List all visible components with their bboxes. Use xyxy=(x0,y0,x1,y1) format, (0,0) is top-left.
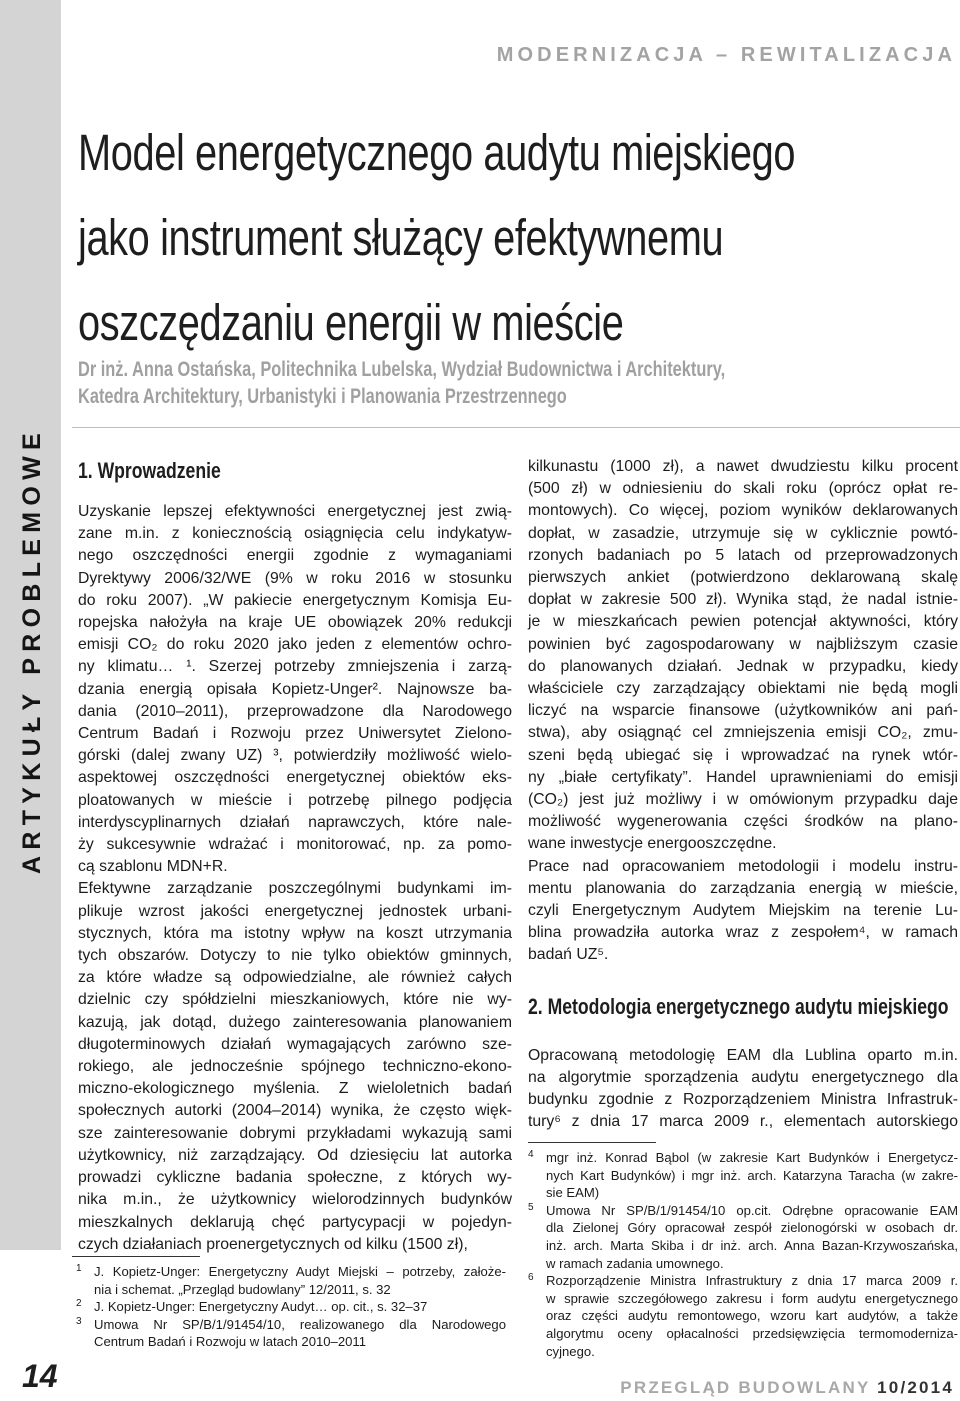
sidebar-label: ARTYKUŁY PROBLEMOWE xyxy=(18,426,46,874)
footnote-number: 1 xyxy=(76,1263,82,1274)
text-line: do planowanych działań. Jednak w przypadku, kiedy xyxy=(528,657,958,675)
section1-heading: 1. Wprowadzenie xyxy=(78,458,221,483)
text-line: do roku 2007). „W pakiecie energetycznym Komisja Eu- xyxy=(78,591,512,609)
text-line: ny klimatu… ¹. Szerzej potrzeby zmniejszenia i zarzą- xyxy=(78,658,512,676)
text-line: na algorytmie sporządzenia audytu energetycznego dla xyxy=(528,1068,958,1086)
header-divider xyxy=(72,427,960,428)
text-line: Dyrektywy 2006/32/WE (9% w roku 2016 w stosunku xyxy=(78,569,512,587)
text-line: społecznych autorki (2004–2014) wynika, że często więk- xyxy=(78,1102,512,1120)
footnote-line: dla Zielonej Góry opracował zespół zielonogórski w osobach dr. xyxy=(546,1220,958,1236)
author-line: Dr inż. Anna Ostańska, Politechnika Lubelska, Wydział Budownictwa i Architektury, xyxy=(78,358,726,381)
footnote-number: 3 xyxy=(76,1315,82,1327)
footnote-number: 6 xyxy=(528,1272,534,1284)
text-line: je w mieszkańcach pewien potencjał aktywności, który xyxy=(528,613,958,631)
text-line: szeni będą ubiegać się i wprowadzać na rynek wtór- xyxy=(528,746,958,764)
right-body-text-2 xyxy=(528,1045,958,1134)
text-line: wane inwestycje energooszczędne. xyxy=(528,835,777,853)
text-line: powinien być zagospodarowany w najbliższym czasie xyxy=(528,635,958,653)
text-line: kilkunastu (1000 zł), a nawet dwudziestu kilku procent xyxy=(528,458,958,475)
footnote-line: Centrum Badań i Rozwoju w latach 2010–2011 xyxy=(94,1334,366,1350)
footnote-number: 2 xyxy=(76,1298,82,1310)
text-line: (CO₂) jest już możliwy i w omówionym przypadku daje xyxy=(528,791,958,809)
text-line: budynku zgodnie z Rozporządzeniem Ministra Infrastruk- xyxy=(528,1091,958,1109)
text-line: nego oszczędności energii zgodnie z wymaganiami xyxy=(78,547,512,565)
footnotes-left xyxy=(76,1263,506,1351)
title-line: oszczędzaniu energii w mieście xyxy=(78,294,624,351)
left-column xyxy=(78,456,512,1256)
footnote-line: algorytmu oceny opłacalności przedsięwzięcia termomoderniza- xyxy=(546,1325,958,1341)
text-line: Prace nad opracowaniem metodologii i modelu instru- xyxy=(528,857,958,875)
text-line: rzonych badaniach po 5 latach od przeprowadzonych xyxy=(528,546,958,564)
footnote-item xyxy=(76,1298,506,1316)
footnote-line: Umowa Nr SP/B/1/91454/10, realizowanego dla Narodowego xyxy=(94,1316,506,1332)
footnote-line: w sprawie szczegółowego zakresu i form audytu energetycznego xyxy=(546,1290,958,1306)
footnote-line: sie EAM) xyxy=(546,1185,600,1201)
text-line: stycznych, która ma istotny wpływ na koszt utrzymania xyxy=(78,924,512,942)
author-affiliation xyxy=(78,356,952,410)
journal-name: PRZEGLĄD BUDOWLANY xyxy=(620,1378,871,1397)
text-line: tych obszarów. Dotyczy to nie tylko obiektów gminnych, xyxy=(78,947,512,965)
title-line: jako instrument służący efektywnemu xyxy=(78,209,724,266)
footnote-rule xyxy=(528,1142,656,1143)
text-line: za które władze są odpowiedzialne, ale również całych xyxy=(78,969,512,987)
text-line: sze zainteresowanie dobrymi przykładami wykazują sami xyxy=(78,1124,512,1142)
footnote-rule xyxy=(72,1256,200,1257)
text-line: dzania energią opisała Kopietz-Unger². Najnowsze ba- xyxy=(78,680,512,698)
text-line: ży sukcesywnie wdrażać i monitorować, np. za pomo- xyxy=(78,836,512,854)
text-line: właściciele czy zarządzający obiektami nie będą mogli xyxy=(528,680,958,698)
section-header: MODERNIZACJA – REWITALIZACJA xyxy=(496,44,956,66)
footnote-line: inż. arch. Marta Skiba i dr inż. arch. Anna Bazan-Krzywoszańska, xyxy=(546,1237,958,1253)
text-line: zane m.in. z koniecznością osiągnięcia celu indykatyw- xyxy=(78,525,512,543)
text-line: interdyscyplinarnych działań naprawczych, które nale- xyxy=(78,813,512,831)
text-line: aspektowej oszczędności energetycznej obiektów eks- xyxy=(78,769,512,787)
footnote-line: J. Kopietz-Unger: Energetyczny Audyt Miejski – potrzeby, założe- xyxy=(94,1264,506,1279)
page-number: 14 xyxy=(22,1358,58,1394)
text-line: cą szablonu MDN+R. xyxy=(78,858,228,876)
journal-footer xyxy=(620,1378,954,1398)
section2-heading: 2. Metodologia energetycznego audytu miejskiego xyxy=(528,993,949,1019)
text-line: prowadzi cykliczne badania społeczne, z których wy- xyxy=(78,1169,512,1187)
text-line: emisji CO₂ do roku 2020 jako jeden z elementów ochro- xyxy=(78,636,512,654)
text-line: rokiego, ale jednocześnie spójnego techniczno-ekono- xyxy=(78,1058,512,1076)
text-line: ropejska nałożyła na kraje UE obowiązek 20% redukcji xyxy=(78,614,512,632)
text-line: Efektywne zarządzanie poszczególnymi budynkami im- xyxy=(78,880,512,898)
text-line: mieszkalnych deklarują chęć partycypacji w pojedyn- xyxy=(78,1213,512,1231)
title-line: Model energetycznego audytu miejskiego xyxy=(78,124,796,181)
footnote-line: Rozporządzenie Ministra Infrastruktury z dnia 17 marca 2009 r. xyxy=(546,1273,958,1289)
right-column xyxy=(528,456,958,1133)
text-line: możliwość wygenerowania części środków na plano- xyxy=(528,813,958,831)
journal-issue: 10/2014 xyxy=(877,1378,954,1397)
text-line: miczno-ekologicznego myślenia. Z wieloletnich badań xyxy=(78,1080,512,1098)
text-line: stwa), aby osiągnąć cel zmniejszenia emisji CO₂, zmu- xyxy=(528,724,958,742)
footnote-line: cyjnego. xyxy=(546,1343,595,1359)
text-line: blina prowadziła autorka wraz z zespołem⁴, w ramach xyxy=(528,924,958,942)
text-line: kazują, jak dotąd, dużego zainteresowania planowaniem xyxy=(78,1013,512,1031)
text-line: pierwszych ankiet (potwierdzono deklarowaną skalę xyxy=(528,569,958,587)
footnote-line: w ramach zadania umownego. xyxy=(546,1255,724,1271)
footnote-item xyxy=(76,1263,506,1298)
text-line: czych działaniach proenergetycznych od kilku (1500 zł), xyxy=(78,1235,468,1253)
text-line: plikuje wzrost jakości energetycznej jednostek urbani- xyxy=(78,902,512,920)
text-line: Uzyskanie lepszej efektywności energetycznej jest zwią- xyxy=(78,503,512,520)
text-line: tury⁶ z dnia 17 marca 2009 r., elementach autorskiego xyxy=(528,1113,958,1131)
text-line: mentu planowania do zarządzania energią w mieście, xyxy=(528,879,958,897)
footnote-line: Umowa Nr SP/B/1/91454/10 op.cit. Odrębne opracowanie EAM xyxy=(546,1202,958,1218)
footnote-number: 5 xyxy=(528,1201,534,1213)
author-line: Katedra Architektury, Urbanistyki i Planowania Przestrzennego xyxy=(78,385,567,408)
text-line: długoterminowych działań wymagających zarówno sze- xyxy=(78,1035,512,1053)
footnote-number: 4 xyxy=(528,1149,534,1160)
footnotes-right xyxy=(528,1149,958,1360)
footnote-item xyxy=(528,1272,958,1360)
footnote-item xyxy=(528,1149,958,1202)
left-body-text xyxy=(78,501,512,1256)
text-line: czyli Energetycznym Audytem Miejskim na terenie Lu- xyxy=(528,902,958,920)
text-line: Centrum Badań i Rozwoju przez Uniwersytet Zielono- xyxy=(78,725,512,743)
text-line: dzielnic czy spółdzielni mieszkaniowych, które nie wy- xyxy=(78,991,512,1009)
text-line: (500 zł) w odniesieniu do skali roku (oprócz opłat re- xyxy=(528,480,958,498)
text-line: górski (dalej zwany UZ) ³, potwierdziły możliwość wielo- xyxy=(78,747,512,765)
footnote-item xyxy=(528,1202,958,1272)
text-line: użytkownicy, niż zarządzający. Od dziesięciu lat autorka xyxy=(78,1146,512,1164)
text-line: liczyć na wsparcie finansowe (użytkowników ani pań- xyxy=(528,702,958,720)
text-line: ploatowanych w mieście i potrzebę pilnego podjęcia xyxy=(78,791,512,809)
text-line: Opracowaną metodologię EAM dla Lublina oparto m.in. xyxy=(528,1046,958,1064)
text-line: ny „białe certyfikaty”. Handel uprawnieniami do emisji xyxy=(528,768,958,786)
text-line: dania (2010–2011), przeprowadzone dla Narodowego xyxy=(78,702,512,720)
text-line: badań UZ⁵. xyxy=(528,946,609,964)
footnote-item xyxy=(76,1316,506,1351)
footnote-line: oraz części audytu remontowego, wzoru kart audytów, a także xyxy=(546,1308,958,1324)
footnote-line: nia i schemat. „Przegląd budowlany” 12/2011, s. 32 xyxy=(94,1281,391,1297)
text-line: montowych). Co więcej, poziom wyników deklarowanych xyxy=(528,502,958,520)
text-line: nika m.in., że użytkownicy wielorodzinnych budynków xyxy=(78,1191,512,1209)
footnote-line: J. Kopietz-Unger: Energetyczny Audyt… op. cit., s. 32–37 xyxy=(94,1299,428,1315)
text-line: dopłat w zakresie 500 zł). Wynika stąd, że nadal istnie- xyxy=(528,591,958,609)
footnote-line: mgr inż. Konrad Bąbol (w zakresie Kart Budynków i Energetycz- xyxy=(546,1150,958,1165)
text-line: dopłat, w zasadzie, utrzymuje się w cyklicznie powtó- xyxy=(528,524,958,542)
right-body-text xyxy=(528,456,958,967)
article-title xyxy=(78,110,952,365)
footnote-line: nych Kart Budynków) i mgr inż. arch. Katarzyna Taracha (w zakre- xyxy=(546,1167,958,1183)
